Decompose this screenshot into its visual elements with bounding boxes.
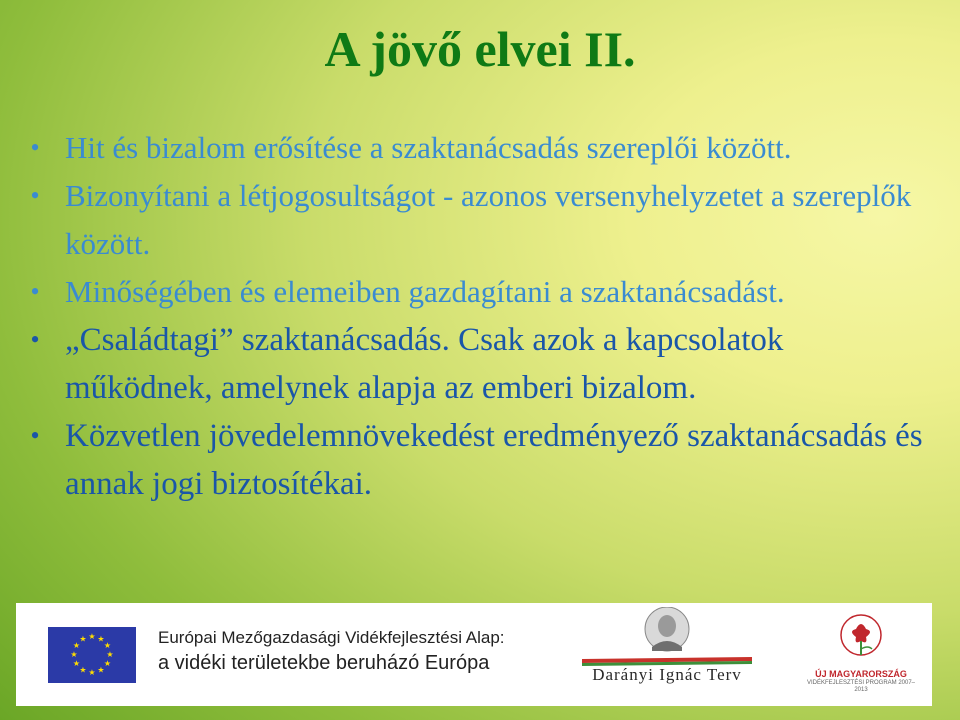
svg-text:★: ★: [88, 668, 96, 677]
svg-text:★: ★: [79, 634, 87, 644]
list-item: [28, 268, 928, 316]
svg-text:★: ★: [103, 659, 112, 668]
darany-portrait-icon: [562, 607, 772, 667]
flower-logo-icon: [806, 609, 916, 667]
bullet-text: „Családtagi” szaktanácsadás. Csak azok a kapcsolatok működnek, amelynek alapja az emberi bizalom.: [65, 322, 784, 406]
eu-stars-icon: [48, 627, 136, 683]
bullet-dot-icon: •: [30, 181, 40, 210]
umvp-subtitle: VIDÉKFEJLESZTÉSI PROGRAM 2007–2013: [806, 680, 916, 693]
list-item: [28, 172, 928, 268]
svg-text:★: ★: [103, 641, 112, 650]
bullet-dot-icon: •: [30, 421, 40, 450]
eu-fund-name: Európai Mezőgazdasági Vidékfejlesztési Alap:: [158, 628, 505, 647]
svg-text:★: ★: [70, 650, 78, 659]
darany-ignac-logo: [562, 607, 772, 702]
darany-logo-text: Darányi Ignác Terv: [592, 665, 742, 684]
bullet-text: Hit és bizalom erősítése a szaktanácsadás szereplői között.: [65, 130, 792, 165]
list-item: [28, 316, 928, 412]
svg-text:★: ★: [97, 634, 105, 644]
svg-text:★: ★: [79, 665, 87, 675]
bullet-list: [28, 124, 928, 508]
bullet-text: Közvetlen jövedelemnövekedést eredményező szaktanácsadás és annak jogi biztosítékai.: [65, 418, 923, 502]
bullet-text: Minőségében és elemeiben gazdagítani a szaktanácsadást.: [65, 274, 785, 309]
svg-text:★: ★: [106, 650, 114, 659]
eu-flag-icon: [48, 627, 136, 683]
list-item: [28, 124, 928, 172]
bullet-dot-icon: •: [30, 277, 40, 306]
svg-text:★: ★: [72, 641, 81, 650]
bullet-text: Bizonyítani a létjogosultságot - azonos versenyhelyzetet a szereplők között.: [65, 178, 912, 261]
svg-text:★: ★: [72, 659, 81, 668]
slide-title: A jövő elvei II.: [324, 21, 636, 77]
svg-text:★: ★: [97, 665, 105, 675]
svg-text:★: ★: [88, 632, 96, 641]
uj-magyarorszag-logo: [806, 609, 916, 701]
list-item: [28, 412, 928, 508]
bullet-dot-icon: •: [30, 325, 40, 354]
footer-logo-bar: [16, 603, 932, 706]
bullet-dot-icon: •: [30, 133, 40, 162]
eu-fund-text: [158, 627, 538, 677]
umvp-title: ÚJ MAGYARORSZÁG: [815, 669, 907, 679]
eu-fund-motto: a vidéki területekbe beruházó Európa: [158, 652, 490, 674]
